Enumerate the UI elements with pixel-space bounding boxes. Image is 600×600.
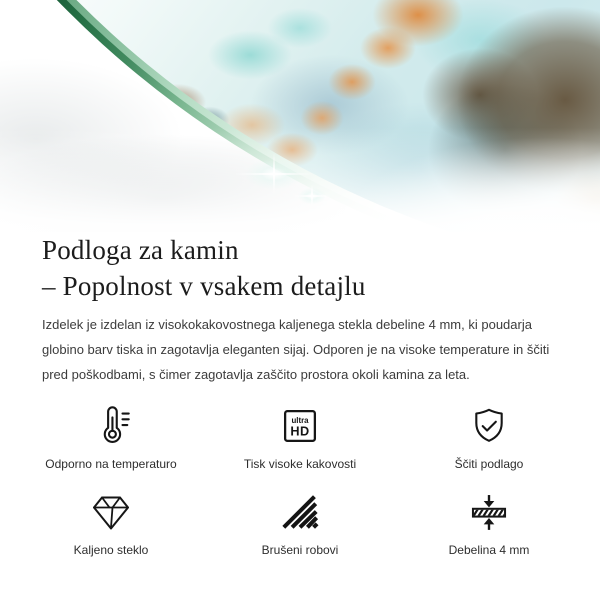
thickness-icon <box>467 484 511 540</box>
ultra-hd-icon <box>279 398 321 454</box>
feature-beveled-edges <box>192 484 408 570</box>
thermometer-icon <box>88 398 134 454</box>
feature-thickness <box>408 484 570 570</box>
feature-tempered-glass <box>30 484 192 570</box>
feature-label: Tisk visoke kakovosti <box>243 457 357 471</box>
feature-protection <box>408 398 570 484</box>
section-title-line1: Podloga za kamin <box>42 235 239 265</box>
ultra-hd-badge-top: ultra <box>291 415 309 425</box>
beveled-edges-icon <box>279 484 321 540</box>
product-photo <box>0 0 600 232</box>
feature-label: Brušeni robovi <box>261 543 339 557</box>
feature-label: Kaljeno steklo <box>73 543 149 557</box>
feature-grid <box>30 398 570 570</box>
ultra-hd-badge-bottom: HD <box>290 424 310 439</box>
sparkle-icon <box>292 184 332 208</box>
product-description: Izdelek je izdelan iz visokokakovostnega kaljenega stekla debeline 4 mm, ki poudarja globino barv tiska in zagotavlja eleganten sijaj. Odporen je na visoke temperature in ščiti pred poškodbami, s čimer zagotavlja zaščito prostora okoli kamina za leta. <box>42 317 550 382</box>
feature-label: Odporno na temperaturo <box>45 457 177 471</box>
feature-temperature <box>30 398 192 484</box>
section-title <box>42 232 366 304</box>
feature-print-quality <box>192 398 408 484</box>
diamond-icon <box>87 484 135 540</box>
feature-label: Ščiti podlago <box>454 457 524 471</box>
shield-check-icon <box>468 398 510 454</box>
section-title-line2: – Popolnost v vsakem detajlu <box>42 271 366 301</box>
feature-label: Debelina 4 mm <box>448 543 530 557</box>
